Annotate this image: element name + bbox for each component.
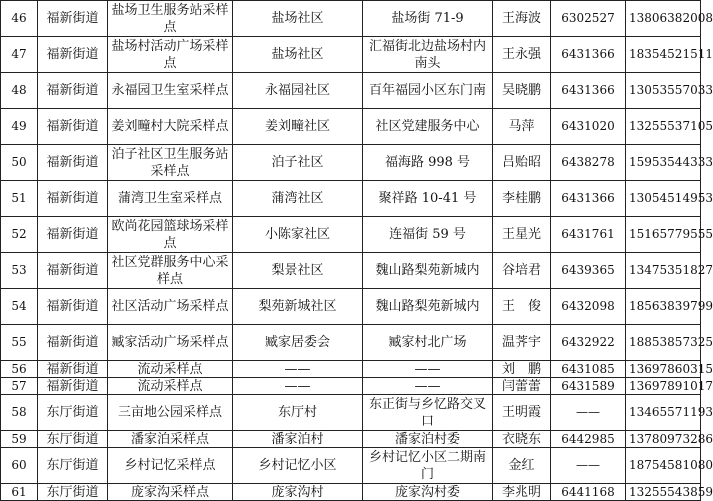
mobile-cell: 13806382008 — [626, 1, 701, 37]
community-cell: 潘家泊村 — [233, 431, 363, 448]
contact-person-cell: 李桂鹏 — [493, 181, 551, 217]
sampling-site-cell: 潘家泊采样点 — [108, 431, 233, 448]
row-number-cell: 59 — [1, 431, 38, 448]
address-cell: 福海路 998 号 — [363, 145, 493, 181]
address-cell: 连福街 59 号 — [363, 217, 493, 253]
sampling-site-cell: 姜刘疃村大院采样点 — [108, 109, 233, 145]
street-cell: 东厅街道 — [38, 431, 108, 448]
row-number-cell: 58 — [1, 395, 38, 431]
street-cell: 东厅街道 — [38, 448, 108, 484]
street-cell: 福新街道 — [38, 73, 108, 109]
sampling-site-cell: 盐场村活动广场采样点 — [108, 37, 233, 73]
address-cell: 臧家村北广场 — [363, 325, 493, 361]
sampling-site-cell: 庞家沟采样点 — [108, 484, 233, 501]
address-cell: 社区党建服务中心 — [363, 109, 493, 145]
telephone-cell: 6431589 — [551, 378, 626, 395]
community-cell: 盐场社区 — [233, 37, 363, 73]
telephone-cell: 6439365 — [551, 253, 626, 289]
community-cell: 蒲湾社区 — [233, 181, 363, 217]
mobile-cell: 13475351827 — [626, 253, 701, 289]
telephone-cell: 6431761 — [551, 217, 626, 253]
community-cell: 小陈家社区 — [233, 217, 363, 253]
street-cell: 东厅街道 — [38, 395, 108, 431]
mobile-cell: 18354521511 — [626, 37, 701, 73]
community-cell: 臧家居委会 — [233, 325, 363, 361]
street-cell: 东厅街道 — [38, 484, 108, 501]
sampling-site-cell: 欧尚花园篮球场采样点 — [108, 217, 233, 253]
address-cell: 魏山路梨苑新城内 — [363, 253, 493, 289]
street-cell: 福新街道 — [38, 361, 108, 378]
mobile-cell: 18563839799 — [626, 289, 701, 325]
community-cell: 永福园社区 — [233, 73, 363, 109]
telephone-cell: —— — [551, 395, 626, 431]
address-cell: 潘家泊村委 — [363, 431, 493, 448]
row-number-cell: 56 — [1, 361, 38, 378]
community-cell: —— — [233, 361, 363, 378]
address-cell: —— — [363, 378, 493, 395]
sampling-site-cell: 蒲湾卫生室采样点 — [108, 181, 233, 217]
table-row — [1, 361, 701, 378]
address-cell: 百年福园小区东门南 — [363, 73, 493, 109]
table-row — [1, 289, 701, 325]
telephone-cell: 6432098 — [551, 289, 626, 325]
address-cell: 东正街与乡忆路交叉口 — [363, 395, 493, 431]
contact-person-cell: 谷培君 — [493, 253, 551, 289]
table-row — [1, 181, 701, 217]
table-row — [1, 448, 701, 484]
mobile-cell: 13465571193 — [626, 395, 701, 431]
row-number-cell: 53 — [1, 253, 38, 289]
sampling-site-cell: 流动采样点 — [108, 361, 233, 378]
mobile-cell: 13053557033 — [626, 73, 701, 109]
address-cell: 聚祥路 10-41 号 — [363, 181, 493, 217]
street-cell: 福新街道 — [38, 325, 108, 361]
telephone-cell: 6441168 — [551, 484, 626, 501]
row-number-cell: 50 — [1, 145, 38, 181]
contact-person-cell: 王海波 — [493, 1, 551, 37]
street-cell: 福新街道 — [38, 253, 108, 289]
table-row — [1, 145, 701, 181]
address-cell: 汇福街北边盐场村内南头 — [363, 37, 493, 73]
contact-person-cell: 温荠宇 — [493, 325, 551, 361]
sampling-site-cell: 流动采样点 — [108, 378, 233, 395]
contact-person-cell: 吕贻昭 — [493, 145, 551, 181]
mobile-cell: 18754581080 — [626, 448, 701, 484]
row-number-cell: 54 — [1, 289, 38, 325]
table-row — [1, 217, 701, 253]
table-row — [1, 378, 701, 395]
table-row — [1, 1, 701, 37]
contact-person-cell: 王明霞 — [493, 395, 551, 431]
community-cell: —— — [233, 378, 363, 395]
street-cell: 福新街道 — [38, 181, 108, 217]
address-cell: 魏山路梨苑新城内 — [363, 289, 493, 325]
table-row — [1, 109, 701, 145]
mobile-cell: 13255543859 — [626, 484, 701, 501]
community-cell: 姜刘疃社区 — [233, 109, 363, 145]
street-cell: 福新街道 — [38, 109, 108, 145]
community-cell: 梨景社区 — [233, 253, 363, 289]
telephone-cell: 6431366 — [551, 37, 626, 73]
sampling-site-cell: 社区活动广场采样点 — [108, 289, 233, 325]
street-cell: 福新街道 — [38, 378, 108, 395]
table-row — [1, 431, 701, 448]
row-number-cell: 49 — [1, 109, 38, 145]
sampling-site-cell: 泊子社区卫生服务站采样点 — [108, 145, 233, 181]
address-cell: 庞家沟村委 — [363, 484, 493, 501]
table-row — [1, 37, 701, 73]
row-number-cell: 46 — [1, 1, 38, 37]
row-number-cell: 52 — [1, 217, 38, 253]
telephone-cell: 6431366 — [551, 181, 626, 217]
contact-person-cell: 刘 鹏 — [493, 361, 551, 378]
contact-person-cell: 王永强 — [493, 37, 551, 73]
sampling-site-cell: 盐场卫生服务站采样点 — [108, 1, 233, 37]
community-cell: 庞家沟村 — [233, 484, 363, 501]
table-row — [1, 73, 701, 109]
sampling-site-cell: 臧家活动广场采样点 — [108, 325, 233, 361]
contact-person-cell: 衣晓东 — [493, 431, 551, 448]
street-cell: 福新街道 — [38, 37, 108, 73]
telephone-cell: 6302527 — [551, 1, 626, 37]
sampling-site-cell: 永福园卫生室采样点 — [108, 73, 233, 109]
sampling-site-cell: 乡村记忆采样点 — [108, 448, 233, 484]
mobile-cell: 13255537105 — [626, 109, 701, 145]
mobile-cell: 13697860315 — [626, 361, 701, 378]
row-number-cell: 55 — [1, 325, 38, 361]
community-cell: 盐场社区 — [233, 1, 363, 37]
mobile-cell: 18853857325 — [626, 325, 701, 361]
row-number-cell: 48 — [1, 73, 38, 109]
telephone-cell: 6442985 — [551, 431, 626, 448]
telephone-cell: 6431020 — [551, 109, 626, 145]
contact-person-cell: 王 俊 — [493, 289, 551, 325]
mobile-cell: 13697891017 — [626, 378, 701, 395]
address-cell: 盐场街 71-9 — [363, 1, 493, 37]
address-cell: 乡村记忆小区二期南门 — [363, 448, 493, 484]
contact-person-cell: 王星光 — [493, 217, 551, 253]
street-cell: 福新街道 — [38, 145, 108, 181]
mobile-cell: 15953544333 — [626, 145, 701, 181]
street-cell: 福新街道 — [38, 1, 108, 37]
table-body — [1, 1, 713, 501]
sampling-site-cell: 社区党群服务中心采样点 — [108, 253, 233, 289]
contact-person-cell: 马萍 — [493, 109, 551, 145]
table-row — [1, 395, 701, 431]
row-number-cell: 47 — [1, 37, 38, 73]
telephone-cell: —— — [551, 448, 626, 484]
table-row — [1, 253, 701, 289]
street-cell: 福新街道 — [38, 217, 108, 253]
contact-person-cell: 吴晓鹏 — [493, 73, 551, 109]
address-cell: —— — [363, 361, 493, 378]
mobile-cell: 15165779555 — [626, 217, 701, 253]
table-row — [1, 484, 701, 501]
contact-person-cell: 金红 — [493, 448, 551, 484]
mobile-cell: 13054514953 — [626, 181, 701, 217]
community-cell: 乡村记忆小区 — [233, 448, 363, 484]
community-cell: 梨苑新城社区 — [233, 289, 363, 325]
community-cell: 泊子社区 — [233, 145, 363, 181]
telephone-cell: 6438278 — [551, 145, 626, 181]
street-cell: 福新街道 — [38, 289, 108, 325]
row-number-cell: 61 — [1, 484, 38, 501]
contact-person-cell: 闫蕾蕾 — [493, 378, 551, 395]
community-cell: 东厅村 — [233, 395, 363, 431]
row-number-cell: 60 — [1, 448, 38, 484]
row-number-cell: 51 — [1, 181, 38, 217]
telephone-cell: 6432922 — [551, 325, 626, 361]
table-row — [1, 325, 701, 361]
row-number-cell: 57 — [1, 378, 38, 395]
telephone-cell: 6431085 — [551, 361, 626, 378]
contact-person-cell: 李兆明 — [493, 484, 551, 501]
sampling-site-cell: 三亩地公园采样点 — [108, 395, 233, 431]
telephone-cell: 6431366 — [551, 73, 626, 109]
mobile-cell: 13780973286 — [626, 431, 701, 448]
